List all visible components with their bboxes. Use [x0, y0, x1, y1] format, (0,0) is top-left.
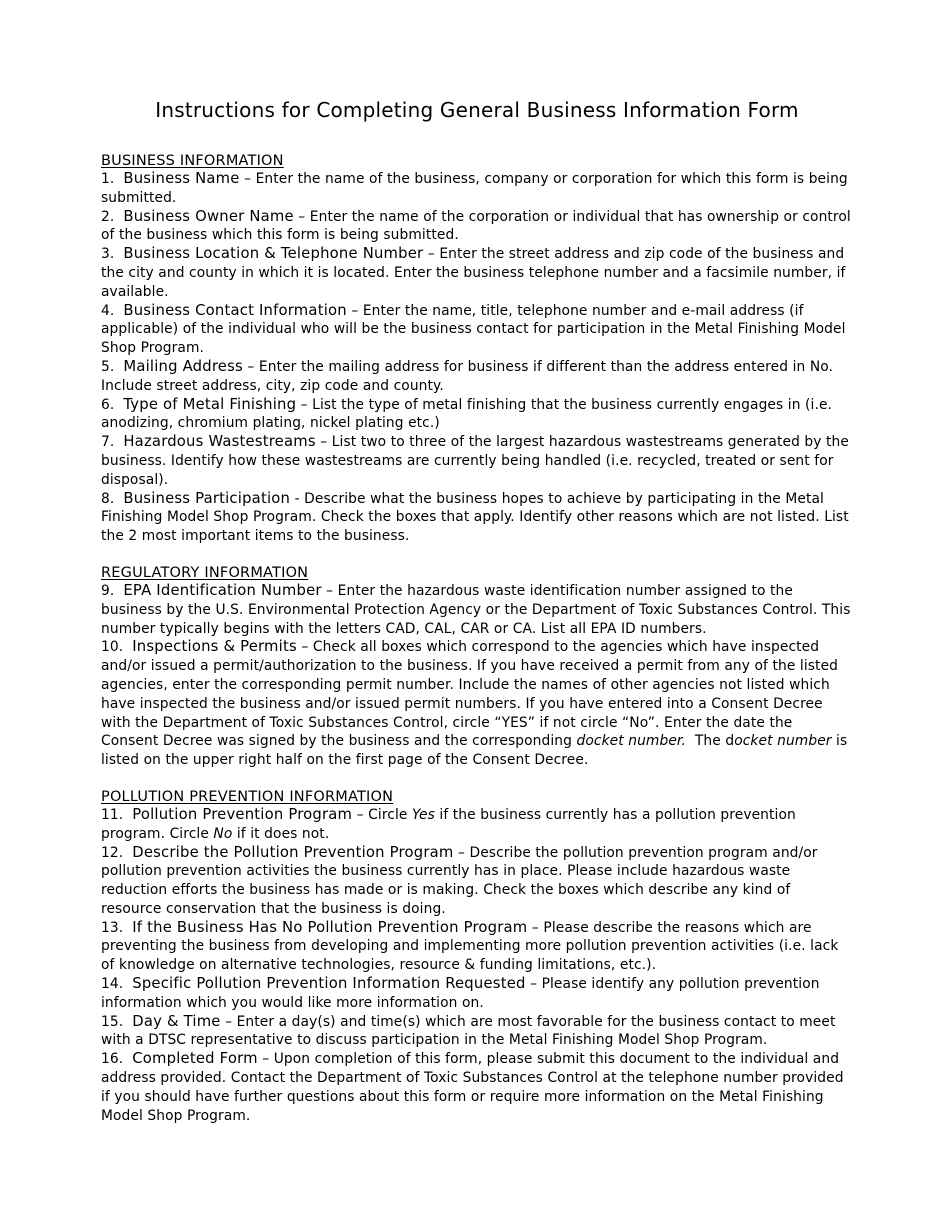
item-text: Check all boxes which correspond to the agencies which have inspected and/or issued a permit/authorization to the business. If you have received a permit from any of the listed agencies, enter the corresponding permit number. Include the names of other agencies not listed which have inspected the business and/or issued permit numbers. If you have entered into a Consent Decree with the Department of Toxic Substances Control, circle “YES” if not circle “No”. Enter the date the Consent Decree was signed by the business and the corresponding	[101, 639, 839, 750]
item-label: Hazardous Wastestreams	[123, 433, 316, 451]
item-label: Completed Form	[132, 1050, 258, 1068]
instruction-item-5: 5. Mailing Address – Enter the mailing address for business if different than the address entered in No. Include street address, city, zip code and county.	[101, 357, 834, 394]
item-emphasis: docket number.	[576, 733, 686, 750]
document-page	[101, 98, 853, 1143]
item-text: Upon completion of this form, please submit this document to the individual and address provided. Contact the Department of Toxic Substances Control at the telephone number provided if you should have further questions about this form or require more information on the Metal Finishing Model Shop Program.	[101, 1051, 844, 1124]
instruction-item-16: 16. Completed Form – Upon completion of this form, please submit this document to the individual and address provided. Contact the Department of Toxic Substances Control at the telephone number provided if you should have further questions about this form or require more information on the Metal Finishing Model Shop Program.	[101, 1050, 844, 1124]
instruction-item-9: 9. EPA Identification Number – Enter the hazardous waste identification number assigned to the business by the U.S. Environmental Protection Agency or the Department of Toxic Substances Control. This number typically begins with the letters CAD, CAL, CAR or CA. List all EPA ID numbers.	[101, 581, 851, 637]
instruction-item-12: 12. Describe the Pollution Prevention Program – Describe the pollution prevention program and/or pollution prevention activities the business currently has in place. Please include hazardous waste reduction efforts the business has made or is making. Check the boxes which describe any kind of resource conservation that the business is doing.	[101, 843, 818, 917]
instruction-item-4: 4. Business Contact Information – Enter the name, title, telephone number and e-mail address (if applicable) of the individual who will be the business contact for participation in the Metal Finishing Model Shop Program.	[101, 301, 846, 357]
item-label: Business Participation	[123, 489, 291, 507]
section-heading: BUSINESS INFORMATION	[101, 153, 284, 169]
item-text: Please describe the reasons which are preventing the business from developing and implementing more pollution prevention activities (i.e. lack of knowledge on alternative technologies, resource & funding limitations, etc.).	[101, 919, 839, 974]
item-text: Enter the name of the business, company or corporation for which this form is being submitted.	[101, 171, 848, 206]
instruction-item-10: 10. Inspections & Permits – Check all boxes which correspond to the agencies which have inspected and/or issued a permit/authorization to the business. If you have received a permit from any of the listed agencies, enter the corresponding permit number. Include the names of other agencies not listed which have inspected the business and/or issued permit numbers. If you have entered into a Consent Decree with the Department of Toxic Substances Control, circle “YES” if not circle “No”. Enter the date the Consent Decree was signed by the business and the corresponding docket number. The docket number is listed on the upper right half on the first page of the Consent Decree.	[101, 638, 848, 769]
instruction-item-11: 11. Pollution Prevention Program – Circle Yes if the business currently has a pollution prevention program. Circle No if it does not.	[101, 805, 796, 842]
item-text: List the type of metal finishing that the business currently engages in (i.e. anodizing, chromium plating, nickel plating etc.)	[101, 396, 833, 432]
instruction-item-8: 8. Business Participation - Describe what the business hopes to achieve by participating in the Metal Finishing Model Shop Program. Check the boxes that apply. Identify other reasons which are not listed. List the 2 most important items to the business.	[101, 489, 849, 545]
section-heading: REGULATORY INFORMATION	[101, 564, 309, 581]
instruction-item-2: 2. Business Owner Name – Enter the name of the corporation or individual that has ownership or control of the business which this form is being submitted.	[101, 207, 851, 244]
item-text: Enter the street address and zip code of the business and the city and county in which it is located. Enter the business telephone number and a facsimile number, if available.	[101, 246, 846, 300]
item-emphasis: Yes	[412, 806, 435, 823]
item-label: Business Name	[123, 170, 240, 187]
item-label: Mailing Address	[123, 357, 243, 375]
item-text: Enter a day(s) and time(s) which are most favorable for the business contact to meet with a DTSC representative to discuss participation in the Metal Finishing Model Shop Program.	[101, 1013, 836, 1049]
instruction-item-15: 15. Day & Time – Enter a day(s) and time(s) which are most favorable for the business contact to meet with a DTSC representative to discuss participation in the Metal Finishing Model Shop Program.	[101, 1012, 836, 1049]
item-text: Describe what the business hopes to achieve by participating in the Metal Finishing Model Shop Program. Check the boxes that apply. Identify other reasons which are not listed. List the 2 most important items to the business.	[101, 490, 849, 545]
instruction-item-7: 7. Hazardous Wastestreams – List two to three of the largest hazardous wastestreams generated by the business. Identify how these wastestreams are currently being handled (i.e. recycled, treated or sent for disposal).	[101, 433, 849, 488]
item-text: Circle	[368, 806, 413, 823]
item-emphasis: No	[213, 825, 233, 842]
item-label: If the Business Has No Pollution Prevention Program	[132, 918, 528, 936]
item-text: Describe the pollution prevention program and/or pollution prevention activities the business currently has in place. Please include hazardous waste reduction efforts the business has made or is making. Check the boxes which describe any kind of resource conservation that the business is doing.	[101, 844, 818, 917]
item-label: EPA Identification Number	[123, 581, 322, 599]
item-text: Enter the name, title, telephone number and e-mail address (if applicable) of the individual who will be the business contact for participation in the Metal Finishing Model Shop Program.	[101, 302, 846, 357]
item-label: Describe the Pollution Prevention Program	[132, 843, 454, 861]
item-label: Specific Pollution Prevention Information Requested	[132, 975, 526, 993]
item-text: Enter the name of the corporation or individual that has ownership or control of the business which this form is being submitted.	[101, 208, 851, 244]
item-label: Inspections & Permits	[132, 638, 297, 656]
item-text: Enter the mailing address for business if different than the address entered in No. Include street address, city, zip code and county.	[101, 358, 834, 394]
item-label: Business Location & Telephone Number	[123, 245, 424, 263]
section-heading: POLLUTION PREVENTION INFORMATION	[101, 788, 394, 805]
page-title: Instructions for Completing General Business Information Form	[155, 98, 799, 122]
item-text: Please identify any pollution prevention information which you would like more information on.	[101, 976, 820, 1011]
item-label: Type of Metal Finishing	[123, 395, 297, 413]
instruction-item-1: 1. Business Name – Enter the name of the business, company or corporation for which this form is being submitted.	[101, 170, 848, 206]
item-label: Business Contact Information	[123, 301, 347, 319]
item-label: Pollution Prevention Program	[132, 805, 353, 823]
section-regulatory-information	[101, 564, 853, 770]
instruction-item-3: 3. Business Location & Telephone Number – Enter the street address and zip code of the business and the city and county in which it is located. Enter the business telephone number and a facsimile number, if available.	[101, 245, 846, 300]
instruction-item-14: 14. Specific Pollution Prevention Information Requested – Please identify any pollution prevention information which you would like more information on.	[101, 975, 820, 1011]
item-text: Enter the hazardous waste identification number assigned to the business by the U.S. Environmental Protection Agency or the Department of Toxic Substances Control. This number typically begins with the letters CAD, CAL, CAR or CA. List all EPA ID numbers.	[101, 582, 851, 637]
item-label: Day & Time	[132, 1012, 221, 1030]
item-label: Business Owner Name	[123, 207, 294, 225]
item-emphasis: ocket number	[734, 733, 832, 750]
section-pollution-prevention-information	[101, 788, 853, 1126]
section-business-information	[101, 152, 853, 546]
instruction-item-13: 13. If the Business Has No Pollution Prevention Program – Please describe the reasons which are preventing the business from developing and implementing more pollution prevention activities (i.e. lack of knowledge on alternative technologies, resource & funding limitations, etc.).	[101, 918, 839, 974]
item-text: List two to three of the largest hazardous wastestreams generated by the business. Identify how these wastestreams are currently being handled (i.e. recycled, treated or sent for disposal).	[101, 434, 849, 488]
instruction-item-6: 6. Type of Metal Finishing – List the type of metal finishing that the business currently engages in (i.e. anodizing, chromium plating, nickel plating etc.)	[101, 395, 833, 432]
